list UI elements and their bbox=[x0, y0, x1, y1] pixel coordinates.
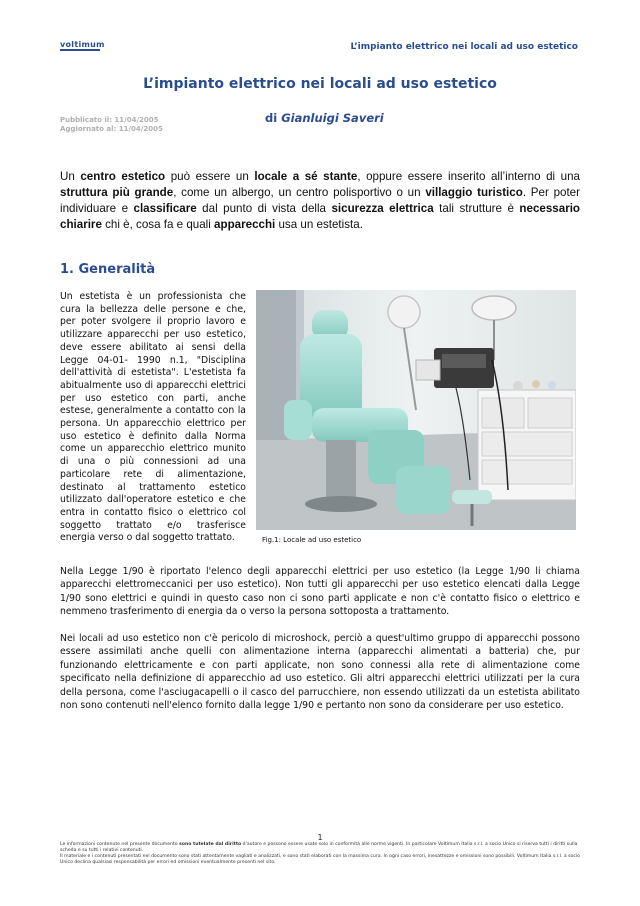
publication-meta bbox=[60, 116, 163, 134]
figure-caption: Fig.1: Locale ad uso estetico bbox=[262, 536, 362, 544]
updated-date: Aggiornato al: 11/04/2005 bbox=[60, 125, 163, 133]
paragraph-microshock: Nei locali ad uso estetico non c'è pericolo di microshock, perciò a quest'ultimo gruppo di apparecchi possono essere assimilati anche quelli con alimentazione interna (apparecchi alimentati a batteria) che, pur funzionando elettricamente e con parti applicate, non sono connessi alla rete di alimentazione come specificato nella definizione di apparecchio ad uso estetico. Gli altri apparecchi elettrici utilizzati per la cura della persona, come l'asciugacapelli o il casco del parrucchiere, non essendo utilizzati da un estetista abilitato non sono contenuti nell'elenco fornito dalla legge 1/90 e pertanto non sono da considerare per uso estetico. bbox=[60, 633, 580, 712]
footer-disclaimer: Il materiale e i contenuti presentati nel documento sono stati attentamente vagliati e analizzati, e sono stati elaborati con la massima cura. In ogni caso errori, inesattezze e omissioni sono possibili. Voltimum Italia s.r.l. a socio Unico declina qualsiasi responsabilità per errori ed omissioni eventualmente presenti nel sito. bbox=[60, 854, 580, 865]
published-date: Pubblicato il: 11/04/2005 bbox=[60, 116, 159, 124]
section-heading: 1. Generalità bbox=[60, 262, 156, 277]
column-paragraph: Un estetista è un professionista che cura la bellezza delle persone e che, per poter svolgere il proprio lavoro e utilizzare apparecchi per uso estetico, deve essere abilitato ai sensi della Legge 04-01- 1990 n.1, "Disciplina dell'attività di estetista". L'estetista fa abitualmente uso di apparecchi elettrici per uso estetico con parti, anche estese, generalmente a contatto con la persona. Un apparecchio elettrico per uso estetico è definito dalla Norma come un apparecchio elettrico munito di una o più connessioni ad una particolare rete di alimentazione, destinato al trattamento estetico utilizzato dall'operatore estetico e che entra in contatto fisico o elettrico col soggetto trattato e/o trasferisce energia verso o dal soggetto trattato. bbox=[60, 291, 246, 544]
paragraph-legge: Nella Legge 1/90 è riportato l'elenco degli apparecchi elettrici per uso estetico (la Legge 1/90 li chiama apparecchi elettromeccanici per uso estetico). Non tutti gli apparecchi per uso estetico elencati dalla Legge 1/90 sono elettrici e quindi in questo caso non ci sono parti applicate e non c'è contatto fisico o elettrico e nemmeno trasferimento di energia da o verso la persona sottoposta a trattamento. bbox=[60, 566, 580, 618]
voltimum-logo: voltimum bbox=[60, 40, 105, 49]
logo-underline bbox=[60, 49, 100, 51]
author-name: Gianluigi Saveri bbox=[281, 111, 384, 125]
footer-copyright: Le informazioni contenute nel presente documento sono tutelate dal diritto d'autore e possono essere usate solo in conformità alle norme vigenti. In particolare Voltimum Italia s.r.l. a socio Unico si riserva tutti i diritti sulla scheda e su tutti i relativi contenuti. bbox=[60, 842, 578, 853]
author-line bbox=[265, 111, 384, 125]
document-title: L’impianto elettrico nei locali ad uso estetico bbox=[143, 76, 497, 92]
page-number: 1 bbox=[317, 833, 323, 842]
running-header-title: L’impianto elettrico nei locali ad uso estetico bbox=[350, 42, 578, 52]
salon-illustration bbox=[256, 290, 576, 530]
author-prefix: di bbox=[265, 111, 278, 125]
beauty-salon-photo bbox=[256, 290, 576, 530]
intro-paragraph: Un centro estetico può essere un locale a sé stante, oppure essere inserito all’interno di una struttura più grande, come un albergo, un centro polisportivo o un villaggio turistico. Per poter individuare e classificare dal punto di vista della sicurezza elettrica tali strutture è necessario chiarire chi è, cosa fa e quali apparecchi usa un estetista. bbox=[60, 170, 581, 231]
legal-footer bbox=[60, 842, 580, 866]
